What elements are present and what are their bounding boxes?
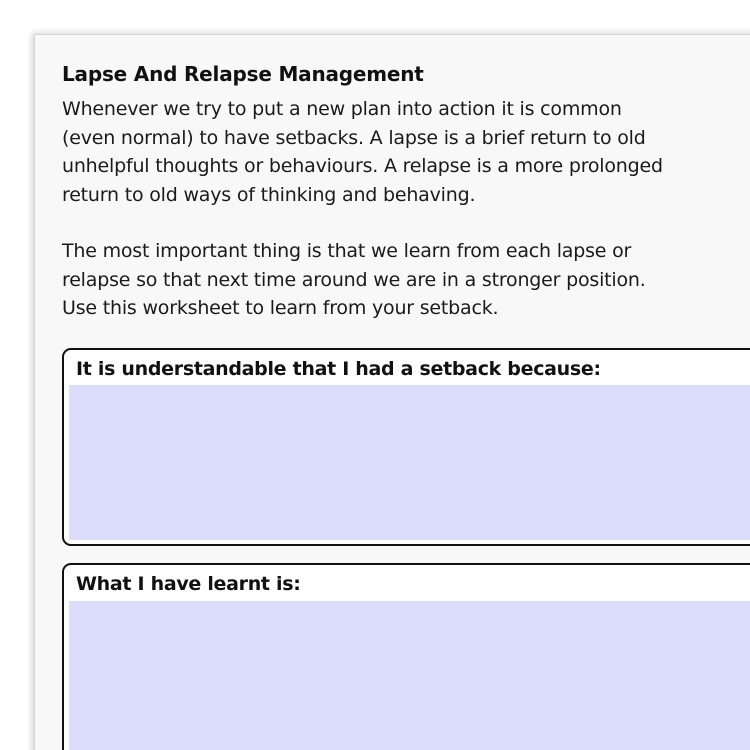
lessons-learnt-field[interactable]	[69, 601, 750, 750]
intro-paragraph-setbacks: Whenever we try to put a new plan into action it is common (even normal) to have setbacks. A lapse is a brief return to old unhelpful thoughts or behaviours. A relapse is a more prolonged return to old ways of thinking and behaving.	[62, 98, 663, 206]
lessons-learnt-label: What I have learnt is:	[76, 573, 301, 595]
setback-reason-label: It is understandable that I had a setback because:	[76, 358, 601, 380]
lessons-learnt-section	[62, 563, 750, 750]
setback-reason-field[interactable]	[69, 385, 750, 540]
setback-reason-section	[62, 348, 750, 546]
worksheet-title: Lapse And Relapse Management	[62, 62, 424, 86]
intro-paragraph-learning: The most important thing is that we learn from each lapse or relapse so that next time around we are in a stronger position. Use this worksheet to learn from your setback.	[62, 240, 646, 319]
